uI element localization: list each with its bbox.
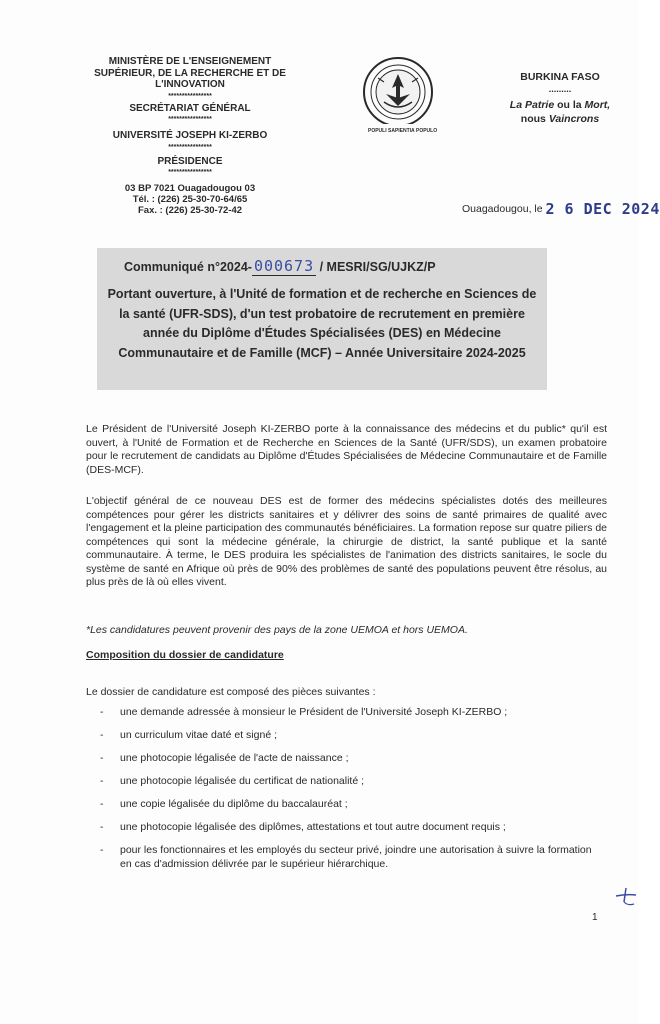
dossier-intro: Le dossier de candidature est composé des pièces suivantes : — [86, 686, 376, 698]
communique-prefix: Communiqué n°2024- — [124, 260, 252, 274]
national-motto-line1 — [500, 98, 620, 112]
list-item-text: une photocopie légalisée du certificat de nationalité ; — [120, 775, 365, 787]
page-number: 1 — [592, 912, 598, 923]
list-item — [100, 775, 605, 789]
university-name: UNIVERSITÉ JOSEPH KI-ZERBO — [112, 130, 268, 141]
dash-bullet: - — [100, 752, 104, 764]
list-item — [100, 752, 605, 766]
motto-word: Patrie — [524, 99, 555, 111]
dash-bullet: - — [100, 729, 104, 741]
eligibility-note: *Les candidatures peuvent provenir des pays de la zone UEMOA et hors UEMOA. — [86, 624, 468, 636]
list-item — [100, 729, 605, 743]
motto-word: nous — [520, 113, 546, 125]
list-item — [100, 798, 605, 812]
date-stamp: 2 6 DEC 2024 — [545, 200, 660, 218]
communique-title: Portant ouverture, à l'Unité de formation et de recherche en Sciences de la santé (UFR-SDS), d'un test probatoire de recrutement en première année du Diplôme d'Études Spécialisées (DES) en Médecine Communautaire et de Famille (MCF) – Année Universitaire 2024-2025 — [107, 287, 537, 360]
separator-stars: **************** — [168, 92, 212, 100]
telephone: Tél. : (226) 25-30-70-64/65 — [132, 194, 248, 205]
list-item — [100, 821, 605, 835]
header-right-country — [500, 70, 620, 126]
place-label: Ouagadougou, le — [462, 203, 543, 215]
dash-bullet: - — [100, 821, 104, 833]
seal-motto-left: POPULI — [368, 128, 387, 134]
country-name: BURKINA FASO — [520, 71, 600, 83]
list-item-text: une copie légalisée du diplôme du baccalauréat ; — [120, 798, 348, 810]
handwritten-initials-icon — [612, 886, 638, 916]
fax: Fax. : (226) 25-30-72-42 — [137, 205, 243, 216]
list-item-text: une demande adressée à monsieur le Président de l'Université Joseph KI-ZERBO ; — [120, 706, 508, 718]
seal-motto-center: SAPIENTIA — [388, 128, 415, 134]
list-item — [100, 706, 605, 720]
handwritten-number: 000673 — [253, 257, 315, 275]
dash-bullet: - — [100, 775, 104, 787]
list-item-text: une photocopie légalisée de l'acte de naissance ; — [120, 752, 349, 764]
presidence-label: PRÉSIDENCE — [157, 155, 223, 167]
postal-address: 03 BP 7021 Ouagadougou 03 — [124, 183, 256, 194]
motto-word: ou la — [557, 99, 582, 111]
separator-stars: **************** — [168, 143, 212, 151]
paragraph-objective: L'objectif général de ce nouveau DES est de former des médecins spécialistes dotés des meilleures compétences pour gérer les districts sanitaires et y délivrer des soins de santé primaires de qualité avec l'engagement et la pleine participation des communautés bénéficiaires. La formation repose sur quatre piliers de compétences qui sont la médecine générale, la chirurgie de district, la santé publique et la santé communautaire. À terme, le DES produira les spécialistes de l'animation des districts sanitaires, le socle du système de santé en Afrique où près de 90% des problèmes de santé des populations peuvent être résolus, au plus près de là où elles vivent. — [86, 495, 607, 588]
section-title-dossier: Composition du dossier de candidature — [86, 649, 284, 661]
list-item-text: pour les fonctionnaires et les employés du secteur privé, joindre une autorisation à suivre la formation en cas d'admission délivrée par le supérieur hiérarchique. — [120, 844, 592, 870]
separator-stars: **************** — [168, 169, 212, 176]
dash-bullet: - — [100, 706, 104, 718]
secretariat-name: SECRÉTARIAT GÉNÉRAL — [129, 102, 251, 114]
motto-word: Vaincrons — [548, 113, 600, 125]
university-seal-icon — [354, 54, 442, 136]
dash-bullet: - — [100, 844, 104, 856]
motto-word: La — [509, 99, 523, 111]
header-left-institution — [85, 56, 295, 216]
list-item — [100, 844, 605, 871]
seal-motto-right: POPULO — [416, 128, 438, 134]
communique-suffix: / MESRI/SG/UJKZ/P — [319, 260, 436, 274]
motto-word: Mort, — [584, 99, 611, 111]
dossier-items-list — [100, 706, 605, 881]
national-motto-line2 — [500, 112, 620, 126]
ministry-name: MINISTÈRE DE L'ENSEIGNEMENT SUPÉRIEUR, DE LA RECHERCHE ET DE L'INNOVATION — [94, 56, 286, 90]
separator-dots: ......... — [548, 84, 572, 94]
place-and-date — [462, 198, 660, 216]
list-item-text: une photocopie légalisée des diplômes, attestations et tout autre document requis ; — [120, 821, 506, 833]
dash-bullet: - — [100, 798, 104, 810]
separator-stars: **************** — [168, 116, 212, 123]
paragraph-intro: Le Président de l'Université Joseph KI-ZERBO porte à la connaissance des médecins et du public* qu'il est ouvert, à l'Unité de Formation et de Recherche en Sciences de la Santé (UFR/SDS), un examen probatoire pour le recrutement de candidats au Diplôme d'Études Spécialisées de Médecine Communautaire et de Famille (DES-MCF). — [86, 423, 607, 476]
communique-number — [124, 257, 436, 276]
list-item-text: un curriculum vitae daté et signé ; — [120, 729, 277, 741]
